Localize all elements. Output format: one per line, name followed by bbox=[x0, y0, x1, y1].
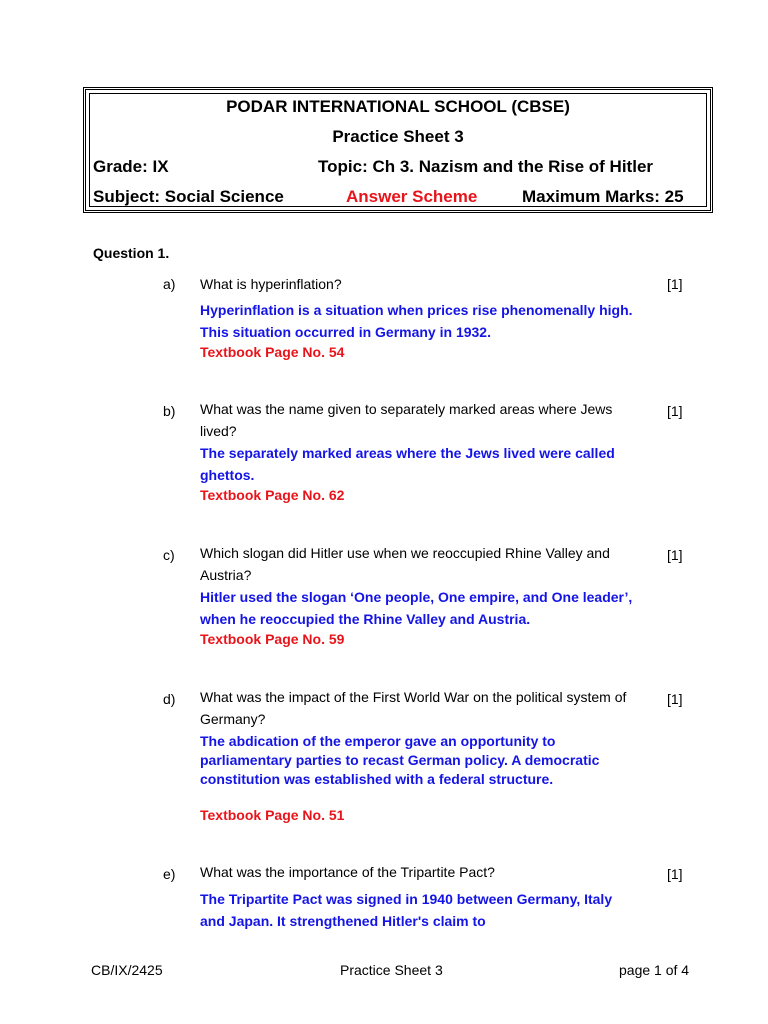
answer-text: The separately marked areas where the Jews lived were called ghettos. bbox=[200, 445, 615, 483]
answer-scheme-label: Answer Scheme bbox=[346, 187, 478, 206]
question-label: b) bbox=[163, 403, 176, 419]
question-label: d) bbox=[163, 691, 176, 707]
question-label: c) bbox=[163, 547, 175, 563]
footer-title: Practice Sheet 3 bbox=[340, 962, 443, 978]
header-box bbox=[83, 87, 713, 213]
question-text: What was the impact of the First World War on the political system of Germany? bbox=[200, 689, 627, 727]
answer-text: Hitler used the slogan ‘One people, One empire, and One leader’, when he reoccupied the Rhine Valley and Austria. bbox=[200, 589, 633, 627]
grade-label: Grade: IX bbox=[93, 157, 169, 176]
textbook-reference: Textbook Page No. 59 bbox=[200, 631, 345, 647]
question-text: What is hyperinflation? bbox=[200, 276, 342, 292]
textbook-reference: Textbook Page No. 51 bbox=[200, 807, 345, 823]
marks-label: [1] bbox=[667, 691, 683, 707]
question-text: Which slogan did Hitler use when we reoccupied Rhine Valley and Austria? bbox=[200, 545, 610, 583]
max-marks-label: Maximum Marks: 25 bbox=[522, 187, 684, 206]
textbook-reference: Textbook Page No. 54 bbox=[200, 344, 345, 360]
textbook-reference: Textbook Page No. 62 bbox=[200, 487, 345, 503]
subject-label: Subject: Social Science bbox=[93, 187, 284, 206]
question-label: a) bbox=[163, 276, 176, 292]
question-label: e) bbox=[163, 866, 176, 882]
topic-label: Topic: Ch 3. Nazism and the Rise of Hitler bbox=[318, 157, 654, 176]
answer-text: The Tripartite Pact was signed in 1940 between Germany, Italy and Japan. It strengthened Hitler's claim to bbox=[200, 891, 613, 929]
answer-text: Hyperinflation is a situation when prices rise phenomenally high. This situation occurred in Germany in 1932. bbox=[200, 302, 633, 340]
sheet-title: Practice Sheet 3 bbox=[332, 127, 464, 146]
answer-text: The abdication of the emperor gave an opportunity to parliamentary parties to recast German policy. A democratic constitution was established with a federal structure. bbox=[200, 733, 600, 787]
school-name: PODAR INTERNATIONAL SCHOOL (CBSE) bbox=[226, 97, 570, 116]
marks-label: [1] bbox=[667, 403, 683, 419]
footer-page-number: page 1 of 4 bbox=[619, 962, 690, 978]
marks-label: [1] bbox=[667, 547, 683, 563]
question-text: What was the importance of the Tripartite Pact? bbox=[200, 864, 495, 880]
question-text: What was the name given to separately marked areas where Jews lived? bbox=[200, 401, 613, 439]
footer-code: CB/IX/2425 bbox=[91, 962, 163, 978]
question-heading: Question 1. bbox=[93, 245, 170, 261]
marks-label: [1] bbox=[667, 866, 683, 882]
marks-label: [1] bbox=[667, 276, 683, 292]
